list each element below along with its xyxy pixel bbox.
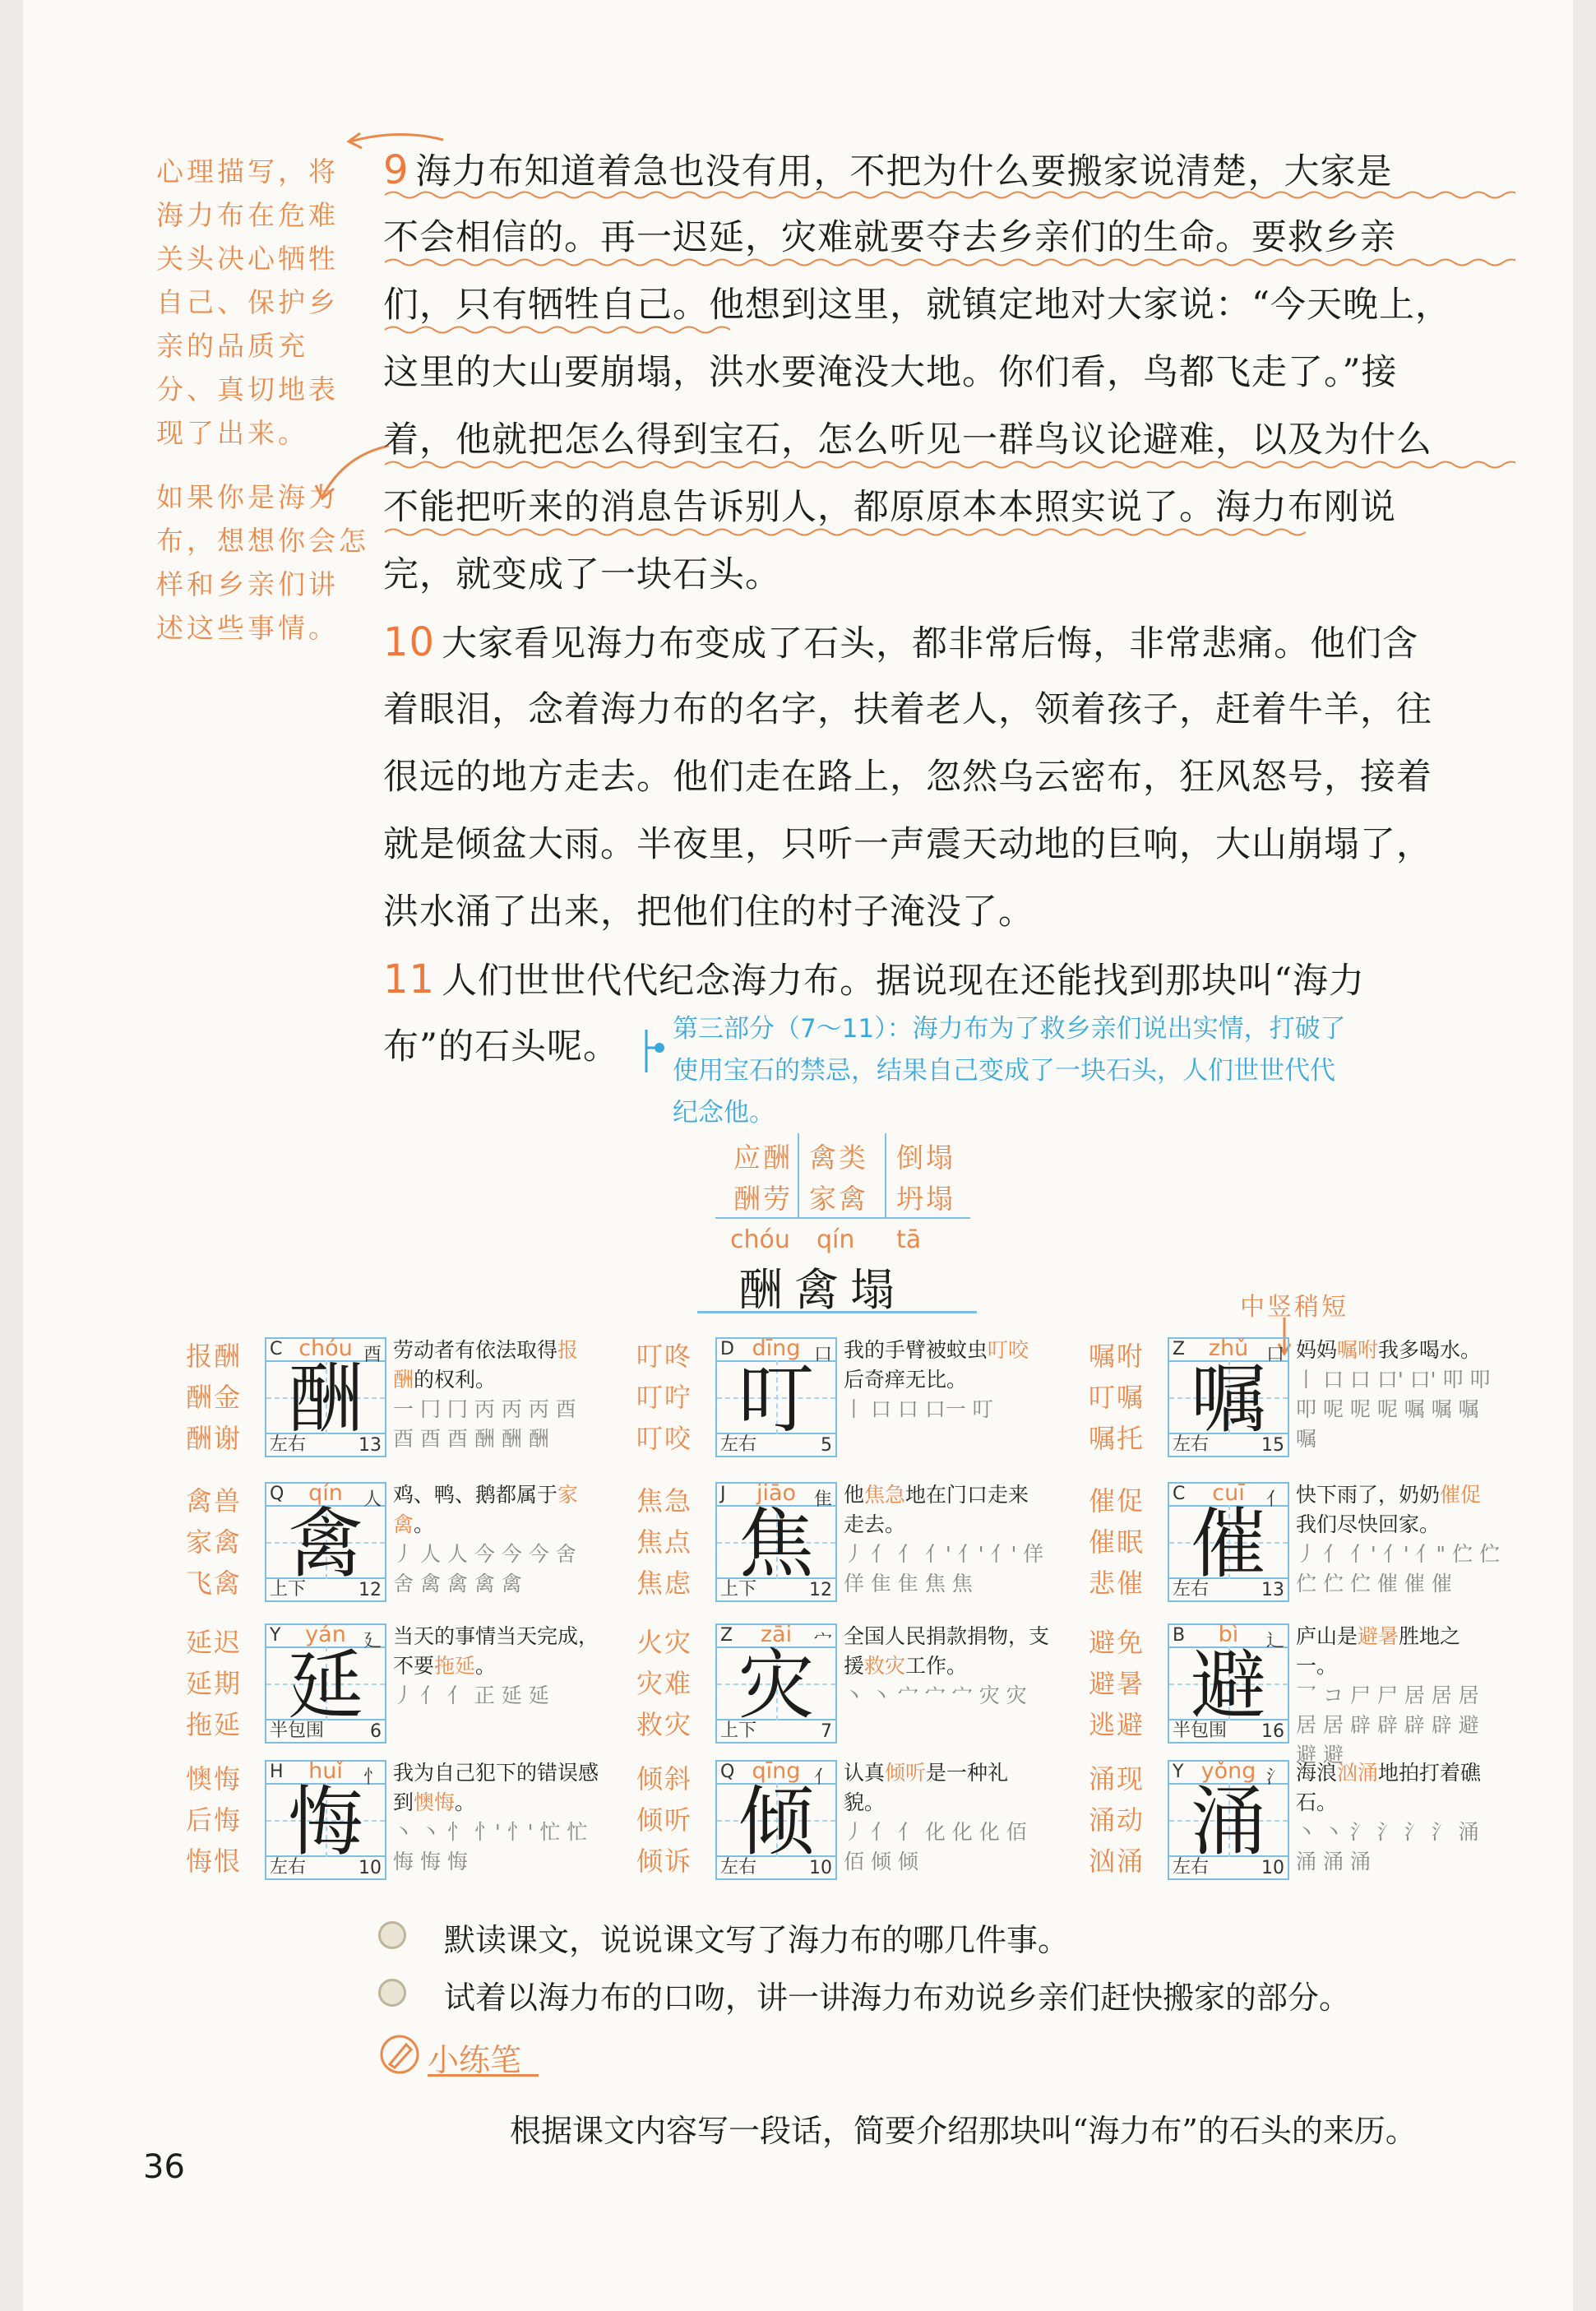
char-radical: 隹 <box>813 1489 832 1510</box>
example-text: 全国人民捐款捐物，支援 <box>844 1624 1050 1678</box>
paragraph-11-line: 11 人们世世代代纪念海力布。据说现在还能找到那块叫“海力 <box>383 956 1366 1003</box>
stroke-count: 12 <box>809 1580 832 1600</box>
note-line: 自己、保护乡 <box>156 286 339 318</box>
note-line: 亲的品质充 <box>156 330 308 362</box>
index-letter: J <box>720 1484 726 1504</box>
paragraph-number: 9 <box>383 147 409 193</box>
char-grid-box <box>1168 1623 1289 1744</box>
char-grid-box <box>715 1337 837 1457</box>
related-words <box>1089 1758 1159 1882</box>
stroke-order: 一 冂 冂 丙 丙 丙 酉 酉 酉 酉 酬 酬 酬 <box>393 1397 576 1451</box>
char-grid-box <box>1168 1337 1289 1457</box>
related-words <box>1089 1336 1159 1459</box>
char-radical: 亻 <box>1265 1489 1284 1510</box>
char-pinyin: bì <box>1218 1622 1239 1647</box>
related-words <box>636 1622 707 1745</box>
paragraph-number: 10 <box>383 619 436 665</box>
target-characters <box>738 1255 906 1318</box>
stroke-order: 丿 亻 亻 亻' 亻' 亻' 佯 佯 隹 隹 焦 焦 <box>844 1542 1044 1595</box>
index-letter: Q <box>720 1762 735 1782</box>
char-glyph: 嘱 <box>1190 1355 1266 1443</box>
stroke-count: 15 <box>1261 1435 1284 1456</box>
related-words <box>636 1758 707 1882</box>
index-letter: Z <box>1173 1339 1186 1359</box>
char-radical: 廴 <box>363 1631 382 1651</box>
related-word: 避暑 <box>1089 1668 1145 1699</box>
char-radical: 忄 <box>363 1767 382 1788</box>
example-text: 。 <box>475 1654 497 1678</box>
wavy-underline <box>385 324 730 336</box>
related-word: 懊悔 <box>186 1763 243 1795</box>
paragraph-9-line: 们，只有牺牲自己。他想到这里，就镇定地对大家说：“今天晚上， <box>383 285 1451 326</box>
char-pinyin: zhǔ <box>1208 1336 1249 1361</box>
example-text: 海浪 <box>1296 1761 1338 1785</box>
note-line: 述这些事情。 <box>156 612 339 644</box>
index-letter: C <box>270 1339 283 1359</box>
textbook-page <box>23 0 1573 2311</box>
example-text: 他 <box>844 1483 865 1507</box>
char-glyph: 叮 <box>738 1355 814 1443</box>
paragraph-10-line: 着眼泪，念着海力布的名字，扶着老人，领着孩子，赶着牛羊，往 <box>383 689 1432 730</box>
practice-heading <box>378 2033 543 2076</box>
example-sentence <box>393 1758 599 1877</box>
example-sentence <box>1296 1336 1501 1454</box>
related-word: 叮咛 <box>636 1382 693 1413</box>
question-icon <box>378 1921 406 1949</box>
example-text: 是一种礼貌。 <box>844 1761 1009 1814</box>
index-letter: B <box>1173 1625 1186 1646</box>
char-pinyin: cuī <box>1212 1480 1245 1506</box>
paragraph-9-line: 9 海力布知道着急也没有用，不把为什么要搬家说清楚，大家是 <box>383 147 1393 193</box>
stroke-count: 10 <box>809 1858 832 1878</box>
related-word: 倾斜 <box>636 1763 693 1795</box>
example-sentence <box>844 1336 1049 1424</box>
target-char: 塌 <box>850 1264 906 1316</box>
example-sentence <box>393 1480 599 1599</box>
example-highlight: 焦急 <box>864 1483 906 1507</box>
char-pinyin: zāi <box>760 1622 793 1647</box>
paragraph-9-line: 不会相信的。再一迟延，灾难就要夺去乡亲们的生命。要救乡亲 <box>383 217 1396 258</box>
example-text: 我多喝水。 <box>1378 1338 1482 1362</box>
example-highlight: 救灾 <box>864 1654 906 1678</box>
related-word: 救灾 <box>636 1709 693 1740</box>
stroke-order: 丶 丶 宀 宀 宀 灾 灾 <box>844 1683 1027 1707</box>
character-card <box>1089 1758 1508 1882</box>
example-sentence <box>844 1480 1049 1599</box>
word-cell: 倒塌 <box>896 1142 955 1174</box>
example-text: 地拍打着礁石。 <box>1296 1761 1482 1814</box>
example-highlight: 汹涌 <box>1337 1761 1379 1785</box>
pen-icon <box>378 2033 421 2076</box>
char-structure: 左右 <box>270 1434 307 1455</box>
related-words <box>1089 1622 1159 1745</box>
example-text: 的权利。 <box>414 1368 497 1392</box>
char-glyph: 焦 <box>738 1500 814 1588</box>
index-letter: Z <box>720 1625 733 1646</box>
stroke-order: 乛 コ 尸 尸 居 居 居 居 居 辟 辟 辟 辟 避 避 避 <box>1296 1683 1479 1767</box>
stroke-count: 12 <box>359 1580 382 1600</box>
char-glyph: 避 <box>1190 1642 1266 1730</box>
example-highlight: 报酬 <box>393 1338 579 1392</box>
character-card <box>636 1480 1056 1604</box>
char-structure: 左右 <box>1173 1434 1210 1455</box>
related-words <box>636 1336 707 1459</box>
example-text: 。 <box>455 1790 476 1814</box>
index-letter: Y <box>270 1625 281 1646</box>
character-card <box>186 1622 605 1745</box>
char-structure: 左右 <box>720 1434 757 1455</box>
example-sentence <box>393 1622 599 1711</box>
char-grid-box <box>265 1337 386 1457</box>
paragraph-10-line: 10 大家看见海力布变成了石头，都非常后悔，非常悲痛。他们含 <box>383 619 1419 665</box>
example-highlight: 嘱咐 <box>1337 1338 1379 1362</box>
example-highlight: 叮咬 <box>988 1338 1029 1362</box>
example-highlight: 拖延 <box>434 1654 476 1678</box>
wavy-underline <box>385 257 1515 268</box>
related-word: 拖延 <box>186 1709 243 1740</box>
char-structure: 左右 <box>720 1857 757 1878</box>
character-card <box>636 1758 1056 1882</box>
stroke-order: 丨 口 口 口一 叮 <box>844 1397 993 1421</box>
paragraph-9-line: 完，就变成了一块石头。 <box>383 554 781 595</box>
note-line: 关头决心牺牲 <box>156 243 339 275</box>
stroke-count: 13 <box>359 1435 382 1456</box>
char-pinyin: qín <box>308 1480 343 1506</box>
word-table <box>715 1133 970 1219</box>
character-card <box>186 1758 605 1882</box>
word-cell: 应酬 <box>733 1142 793 1174</box>
pinyin-label: chóu <box>730 1225 790 1254</box>
wavy-underline <box>385 459 1515 470</box>
related-words <box>186 1622 257 1745</box>
word-cell: 家禽 <box>809 1183 868 1215</box>
character-card <box>636 1336 1056 1459</box>
char-glyph: 禽 <box>287 1500 363 1588</box>
index-letter: C <box>1173 1484 1186 1504</box>
target-char: 禽 <box>794 1264 850 1316</box>
example-text: 鸡、鸭、鹅都属于 <box>393 1483 558 1507</box>
related-word: 酬谢 <box>186 1423 243 1454</box>
stroke-count: 13 <box>1261 1580 1284 1600</box>
example-text: 。 <box>414 1512 435 1536</box>
word-cell: 禽类 <box>809 1142 868 1174</box>
related-word: 家禽 <box>186 1526 243 1558</box>
char-grid-box <box>1168 1760 1289 1880</box>
char-grid-box <box>265 1482 386 1602</box>
paragraph-10-line: 就是倾盆大雨。半夜里，只听一声震天动地的巨响，大山崩塌了， <box>383 824 1432 865</box>
example-text: 我们尽快回家。 <box>1296 1512 1441 1536</box>
example-text: 胜地之一。 <box>1296 1624 1461 1678</box>
related-word: 后悔 <box>186 1804 243 1836</box>
character-card <box>186 1336 605 1459</box>
char-glyph: 涌 <box>1190 1778 1266 1866</box>
char-grid-box <box>265 1623 386 1744</box>
char-glyph: 延 <box>287 1642 363 1730</box>
example-highlight: 家禽 <box>393 1483 579 1536</box>
stroke-count: 10 <box>359 1858 382 1878</box>
related-word: 报酬 <box>186 1341 243 1372</box>
example-sentence <box>1296 1758 1501 1877</box>
stroke-count: 7 <box>821 1721 832 1742</box>
related-word: 倾诉 <box>636 1846 693 1877</box>
char-radical: 氵 <box>1265 1767 1284 1788</box>
example-text: 工作。 <box>905 1654 968 1678</box>
char-radical: 亻 <box>813 1767 832 1788</box>
pinyin-label: tā <box>896 1225 922 1254</box>
note-line: 分、真切地表 <box>156 373 339 405</box>
example-sentence <box>1296 1622 1501 1770</box>
char-pinyin: dīng <box>752 1336 801 1361</box>
pinyin-label: qín <box>817 1225 855 1254</box>
related-word: 催眠 <box>1089 1526 1145 1558</box>
char-pinyin: yǒng <box>1200 1758 1256 1784</box>
character-card <box>186 1480 605 1604</box>
char-structure: 半包围 <box>1173 1721 1228 1741</box>
margin-note-psychology <box>156 150 378 455</box>
example-text: 我的手臂被蚊虫 <box>844 1338 988 1362</box>
char-pinyin: yán <box>305 1622 346 1647</box>
note-line: 样和乡亲们讲 <box>156 568 339 600</box>
index-letter: H <box>270 1762 284 1782</box>
stroke-order: 丨 口 口 口' 口' 叩 叩 叩 呢 呢 呢 嘱 嘱 嘱 嘱 <box>1296 1368 1491 1451</box>
char-glyph: 倾 <box>738 1778 814 1866</box>
example-highlight: 避暑 <box>1358 1624 1399 1648</box>
example-text: 当天的事情当天完成，不要 <box>393 1624 599 1678</box>
paragraph-11-line: 布”的石头呢。 <box>383 1026 619 1068</box>
char-structure: 左右 <box>1173 1857 1210 1878</box>
paragraph-10-line: 很远的地方走去。他们走在路上，忽然乌云密布，狂风怒号，接着 <box>383 757 1432 798</box>
example-highlight: 催促 <box>1440 1483 1482 1507</box>
stroke-count: 6 <box>370 1721 382 1742</box>
word-cell: 酬劳 <box>733 1183 793 1215</box>
note-line: 布，想想你会怎 <box>156 525 369 557</box>
example-text: 庐山是 <box>1296 1624 1358 1648</box>
index-letter: Q <box>270 1484 285 1504</box>
related-word: 涌动 <box>1089 1804 1145 1836</box>
related-words <box>186 1758 257 1882</box>
section-summary-line: 使用宝石的禁忌，结果自己变成了一块石头，人们世世代代 <box>673 1056 1335 1086</box>
character-card <box>1089 1480 1508 1604</box>
practice-prompt: 根据课文内容写一段话，简要介绍那块叫“海力布”的石头的来历。 <box>510 2113 1417 2149</box>
stroke-hint: 中竖稍短 <box>1240 1293 1349 1322</box>
page-number: 36 <box>143 2148 185 2186</box>
example-text: 劳动者有依法取得 <box>393 1338 558 1362</box>
char-pinyin: qīng <box>752 1758 801 1784</box>
related-word: 焦点 <box>636 1526 693 1558</box>
char-radical: 酉 <box>363 1345 382 1365</box>
wavy-underline <box>385 526 1306 538</box>
paragraph-number: 11 <box>383 956 436 1003</box>
related-word: 灾难 <box>636 1668 693 1699</box>
related-word: 倾听 <box>636 1804 693 1836</box>
char-pinyin: jiāo <box>756 1480 797 1506</box>
related-word: 焦虑 <box>636 1568 693 1599</box>
related-word: 禽兽 <box>186 1485 243 1517</box>
char-pinyin: chóu <box>298 1336 353 1361</box>
stroke-count: 16 <box>1261 1721 1284 1742</box>
char-structure: 半包围 <box>270 1721 325 1741</box>
related-word: 悔恨 <box>186 1846 243 1877</box>
section-summary-line: 纪念他。 <box>673 1098 775 1128</box>
related-words <box>1089 1480 1159 1604</box>
related-word: 逃避 <box>1089 1709 1145 1740</box>
char-glyph: 灾 <box>738 1642 814 1730</box>
example-sentence <box>844 1622 1049 1711</box>
char-radical: 口 <box>813 1345 832 1365</box>
related-word: 酬金 <box>186 1382 243 1413</box>
related-word: 悲催 <box>1089 1568 1145 1599</box>
section-summary-line: 第三部分（7～11）：海力布为了救乡亲们说出实情，打破了 <box>673 1014 1346 1044</box>
index-letter: Y <box>1173 1762 1184 1782</box>
stroke-order: 丿 亻 亻 正 延 延 <box>393 1683 549 1707</box>
stroke-count: 10 <box>1261 1858 1284 1878</box>
question-2: 试着以海力布的口吻，讲一讲海力布劝说乡亲们赶快搬家的部分。 <box>444 1980 1351 2016</box>
stroke-order: 丶 丶 氵 氵 氵 氵 涌 涌 涌 涌 <box>1296 1820 1479 1873</box>
example-sentence <box>844 1758 1049 1877</box>
paragraph-10-line: 洪水涌了出来，把他们住的村子淹没了。 <box>383 892 1034 933</box>
related-words <box>636 1480 707 1604</box>
note-line: 心理描写，将 <box>156 155 339 188</box>
stroke-order: 丿 亻 亻' 亻' 亻" 伫 伫 伫 伫 伫 催 催 催 <box>1296 1542 1500 1595</box>
related-word: 避免 <box>1089 1627 1145 1658</box>
divider <box>697 1311 977 1313</box>
char-glyph: 催 <box>1190 1500 1266 1588</box>
target-char: 酬 <box>738 1264 794 1316</box>
related-words <box>186 1480 257 1604</box>
char-pinyin: huǐ <box>308 1758 343 1784</box>
practice-title: 小练笔 <box>428 2042 522 2078</box>
char-structure: 左右 <box>270 1857 307 1878</box>
char-structure: 上下 <box>720 1721 757 1741</box>
section-summary <box>673 1008 1528 1134</box>
question-icon <box>378 1979 406 2007</box>
related-word: 叮咚 <box>636 1341 693 1372</box>
char-structure: 左右 <box>1173 1579 1210 1600</box>
note-line: 海力布在危难 <box>156 199 339 231</box>
char-glyph: 酬 <box>287 1355 363 1443</box>
stroke-order: 丿 人 人 今 今 今 舍 舍 禽 禽 禽 禽 <box>393 1542 576 1595</box>
char-grid-box <box>1168 1482 1289 1602</box>
paragraph-9-line: 着，他就把怎么得到宝石，怎么听见一群鸟议论避难，以及为什么 <box>383 419 1432 461</box>
character-card <box>636 1622 1056 1745</box>
example-text: 我为自己犯下的错误感到 <box>393 1761 599 1814</box>
example-text: 快下雨了，奶奶 <box>1296 1483 1441 1507</box>
char-grid-box <box>715 1482 837 1602</box>
related-word: 叮咬 <box>636 1423 693 1454</box>
example-highlight: 懊悔 <box>414 1790 456 1814</box>
character-card <box>1089 1622 1508 1767</box>
example-sentence <box>1296 1480 1501 1599</box>
char-radical: 辶 <box>1265 1631 1284 1651</box>
related-word: 火灾 <box>636 1627 693 1658</box>
word-cell: 坍塌 <box>896 1183 955 1215</box>
note-line: 现了出来。 <box>156 417 308 449</box>
related-word: 汹涌 <box>1089 1846 1145 1877</box>
wavy-underline <box>385 189 1515 201</box>
question-1: 默读课文，说说课文写了海力布的哪几件事。 <box>444 1922 1070 1958</box>
example-text: 妈妈 <box>1296 1338 1338 1362</box>
example-text: 后奇痒无比。 <box>844 1368 968 1392</box>
char-grid-box <box>265 1760 386 1880</box>
related-word: 催促 <box>1089 1485 1145 1517</box>
char-structure: 上下 <box>270 1579 307 1600</box>
char-radical: 宀 <box>813 1631 832 1651</box>
paragraph-9-line: 不能把听来的消息告诉别人，都原原本本照实说了。海力布刚说 <box>383 487 1396 528</box>
char-radical: 人 <box>363 1489 382 1510</box>
margin-note-question <box>156 475 378 650</box>
note-line: 如果你是海力 <box>156 481 339 513</box>
related-word: 嘱托 <box>1089 1423 1145 1454</box>
char-radical: 口 <box>1265 1345 1284 1365</box>
related-words <box>186 1336 257 1459</box>
related-word: 延期 <box>186 1668 243 1699</box>
bracket-marker-icon <box>641 1026 674 1076</box>
example-highlight: 倾听 <box>885 1761 927 1785</box>
example-text: 认真 <box>844 1761 886 1785</box>
paragraph-9-line: 这里的大山要崩塌，洪水要淹没大地。你们看，鸟都飞走了。”接 <box>383 352 1398 393</box>
character-card <box>1089 1336 1508 1459</box>
stroke-count: 5 <box>821 1435 832 1456</box>
char-glyph: 悔 <box>287 1778 363 1866</box>
related-word: 涌现 <box>1089 1763 1145 1795</box>
stroke-order: 丿 亻 亻 化 化 化 佰 佰 倾 倾 <box>844 1820 1027 1873</box>
related-word: 叮嘱 <box>1089 1382 1145 1413</box>
related-word: 飞禽 <box>186 1568 243 1599</box>
example-sentence <box>393 1336 599 1454</box>
stroke-order: 丶 丶 忄 忄' 忄' 忙 忙 悔 悔 悔 <box>393 1820 588 1873</box>
related-word: 延迟 <box>186 1627 243 1658</box>
char-structure: 上下 <box>720 1579 757 1600</box>
char-grid-box <box>715 1623 837 1744</box>
related-word: 焦急 <box>636 1485 693 1517</box>
example-text: 地在门口走来走去。 <box>844 1483 1029 1536</box>
related-word: 嘱咐 <box>1089 1341 1145 1372</box>
index-letter: D <box>720 1339 734 1359</box>
char-grid-box <box>715 1760 837 1880</box>
